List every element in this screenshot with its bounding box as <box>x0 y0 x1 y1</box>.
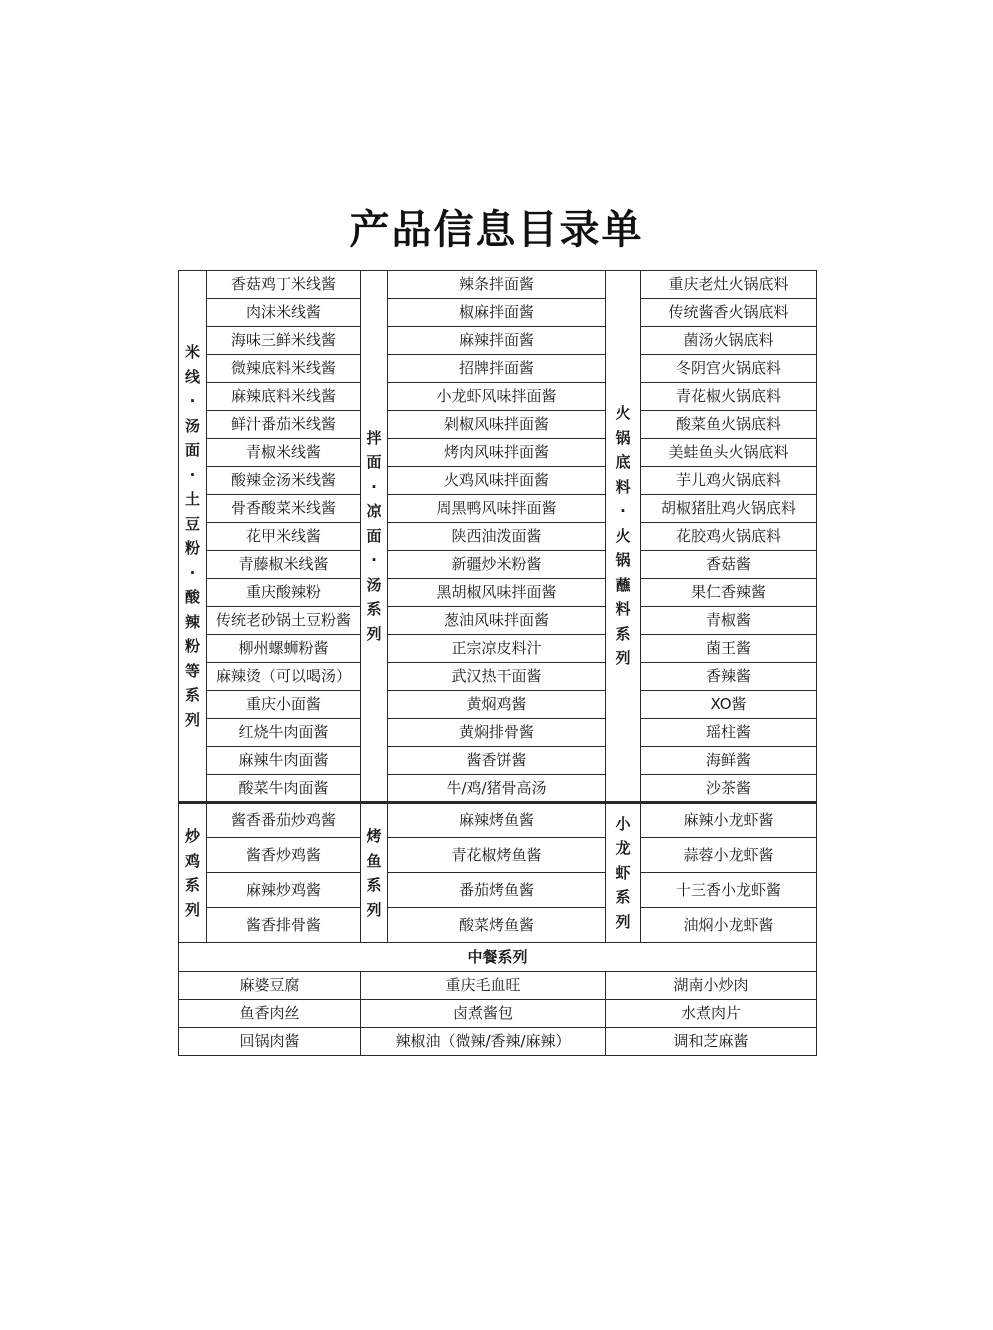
product-item: 青椒酱 <box>641 607 817 635</box>
product-item: 青花椒烤鱼酱 <box>388 838 606 873</box>
product-item: 葱油风味拌面酱 <box>388 607 606 635</box>
catalog-row <box>179 607 817 635</box>
product-item: 酸菜烤鱼酱 <box>388 908 606 943</box>
catalog-row <box>179 635 817 663</box>
product-item: 肉沫米线酱 <box>207 299 361 327</box>
product-item: XO酱 <box>641 691 817 719</box>
product-item: 青椒米线酱 <box>207 439 361 467</box>
catalog-row <box>179 299 817 327</box>
product-item: 番茄烤鱼酱 <box>388 873 606 908</box>
catalog-row <box>179 495 817 523</box>
catalog-row <box>179 523 817 551</box>
category-label <box>606 803 641 943</box>
product-item: 新疆炒米粉酱 <box>388 551 606 579</box>
product-item: 火鸡风味拌面酱 <box>388 467 606 495</box>
product-item: 花胶鸡火锅底料 <box>641 523 817 551</box>
product-item: 烤肉风味拌面酱 <box>388 439 606 467</box>
catalog-row <box>179 803 817 838</box>
catalog-row <box>179 663 817 691</box>
product-item: 黄焖鸡酱 <box>388 691 606 719</box>
catalog-row <box>179 775 817 803</box>
product-item: 麻辣炒鸡酱 <box>207 873 361 908</box>
category-text: 小龙虾系列 <box>615 814 631 931</box>
catalog-row <box>179 908 817 943</box>
category-text: 拌面·凉面·汤系列 <box>366 428 382 643</box>
product-item: 果仁香辣酱 <box>641 579 817 607</box>
catalog-row <box>179 327 817 355</box>
catalog-row <box>179 838 817 873</box>
product-item: 鲜汁番茄米线酱 <box>207 411 361 439</box>
product-item: 柳州螺蛳粉酱 <box>207 635 361 663</box>
product-item: 冬阴宫火锅底料 <box>641 355 817 383</box>
category-text: 米线·汤面·土豆粉·酸辣粉等系列 <box>184 343 200 729</box>
dish-item: 鱼香肉丝 <box>179 1000 361 1028</box>
catalog-row <box>179 719 817 747</box>
product-item: 油焖小龙虾酱 <box>641 908 817 943</box>
catalog-row <box>179 271 817 299</box>
dish-item: 麻婆豆腐 <box>179 972 361 1000</box>
product-item: 芋儿鸡火锅底料 <box>641 467 817 495</box>
product-catalog-table <box>178 270 817 1056</box>
product-item: 正宗凉皮料汁 <box>388 635 606 663</box>
product-item: 周黑鸭风味拌面酱 <box>388 495 606 523</box>
product-item: 辣条拌面酱 <box>388 271 606 299</box>
product-item: 重庆酸辣粉 <box>207 579 361 607</box>
product-item: 椒麻拌面酱 <box>388 299 606 327</box>
product-item: 海鲜酱 <box>641 747 817 775</box>
product-item: 微辣底料米线酱 <box>207 355 361 383</box>
product-item: 麻辣小龙虾酱 <box>641 803 817 838</box>
catalog-row <box>179 383 817 411</box>
catalog-row <box>179 873 817 908</box>
category-label <box>179 803 207 943</box>
dish-item: 调和芝麻酱 <box>606 1028 817 1056</box>
product-item: 招牌拌面酱 <box>388 355 606 383</box>
product-item: 青花椒火锅底料 <box>641 383 817 411</box>
product-item: 蒜蓉小龙虾酱 <box>641 838 817 873</box>
category-label <box>606 271 641 803</box>
product-item: 黑胡椒风味拌面酱 <box>388 579 606 607</box>
product-item: 海味三鲜米线酱 <box>207 327 361 355</box>
dish-item: 回锅肉酱 <box>179 1028 361 1056</box>
product-item: 酸辣金汤米线酱 <box>207 467 361 495</box>
product-item: 沙茶酱 <box>641 775 817 803</box>
catalog-row <box>179 579 817 607</box>
product-item: 小龙虾风味拌面酱 <box>388 383 606 411</box>
dish-item: 辣椒油（微辣/香辣/麻辣） <box>361 1028 606 1056</box>
product-item: 酸菜牛肉面酱 <box>207 775 361 803</box>
chinese-row <box>179 972 817 1000</box>
product-item: 青藤椒米线酱 <box>207 551 361 579</box>
product-item: 花甲米线酱 <box>207 523 361 551</box>
dish-item: 湖南小炒肉 <box>606 972 817 1000</box>
product-item: 香菇酱 <box>641 551 817 579</box>
dish-item: 水煮肉片 <box>606 1000 817 1028</box>
chinese-row <box>179 1028 817 1056</box>
page-title: 产品信息目录单 <box>349 206 644 253</box>
product-item: 麻辣烫（可以喝汤） <box>207 663 361 691</box>
product-item: 传统酱香火锅底料 <box>641 299 817 327</box>
catalog-row <box>179 411 817 439</box>
product-item: 红烧牛肉面酱 <box>207 719 361 747</box>
product-item: 陕西油泼面酱 <box>388 523 606 551</box>
catalog-row <box>179 551 817 579</box>
top-section <box>179 271 817 803</box>
chinese-row <box>179 1000 817 1028</box>
catalog-row <box>179 467 817 495</box>
category-label <box>361 271 388 803</box>
product-item: 剁椒风味拌面酱 <box>388 411 606 439</box>
catalog-row <box>179 747 817 775</box>
product-item: 黄焖排骨酱 <box>388 719 606 747</box>
category-label <box>179 271 207 803</box>
product-item: 酱香排骨酱 <box>207 908 361 943</box>
product-item: 重庆小面酱 <box>207 691 361 719</box>
product-item: 麻辣牛肉面酱 <box>207 747 361 775</box>
product-item: 十三香小龙虾酱 <box>641 873 817 908</box>
product-item: 牛/鸡/猪骨高汤 <box>388 775 606 803</box>
category-text: 火锅底料·火锅蘸料系列 <box>615 404 631 668</box>
product-item: 胡椒猪肚鸡火锅底料 <box>641 495 817 523</box>
product-item: 骨香酸菜米线酱 <box>207 495 361 523</box>
catalog-row <box>179 691 817 719</box>
product-item: 麻辣拌面酱 <box>388 327 606 355</box>
product-item: 美蛙鱼头火锅底料 <box>641 439 817 467</box>
product-item: 酸菜鱼火锅底料 <box>641 411 817 439</box>
catalog-row <box>179 439 817 467</box>
catalog-row <box>179 355 817 383</box>
product-item: 菌汤火锅底料 <box>641 327 817 355</box>
category-text: 炒鸡系列 <box>184 827 200 919</box>
product-item: 重庆老灶火锅底料 <box>641 271 817 299</box>
category-text: 烤鱼系列 <box>366 827 382 919</box>
chinese-section <box>179 943 817 1056</box>
product-item: 武汉热干面酱 <box>388 663 606 691</box>
chinese-header: 中餐系列 <box>179 943 817 972</box>
dish-item: 卤煮酱包 <box>361 1000 606 1028</box>
product-item: 麻辣烤鱼酱 <box>388 803 606 838</box>
product-item: 酱香番茄炒鸡酱 <box>207 803 361 838</box>
dish-item: 重庆毛血旺 <box>361 972 606 1000</box>
chinese-header-row <box>179 943 817 972</box>
product-item: 麻辣底料米线酱 <box>207 383 361 411</box>
product-item: 香菇鸡丁米线酱 <box>207 271 361 299</box>
product-item: 酱香炒鸡酱 <box>207 838 361 873</box>
product-item: 瑶柱酱 <box>641 719 817 747</box>
product-item: 传统老砂锅土豆粉酱 <box>207 607 361 635</box>
product-item: 菌王酱 <box>641 635 817 663</box>
middle-section <box>179 803 817 943</box>
product-item: 香辣酱 <box>641 663 817 691</box>
product-item: 酱香饼酱 <box>388 747 606 775</box>
category-label <box>361 803 388 943</box>
